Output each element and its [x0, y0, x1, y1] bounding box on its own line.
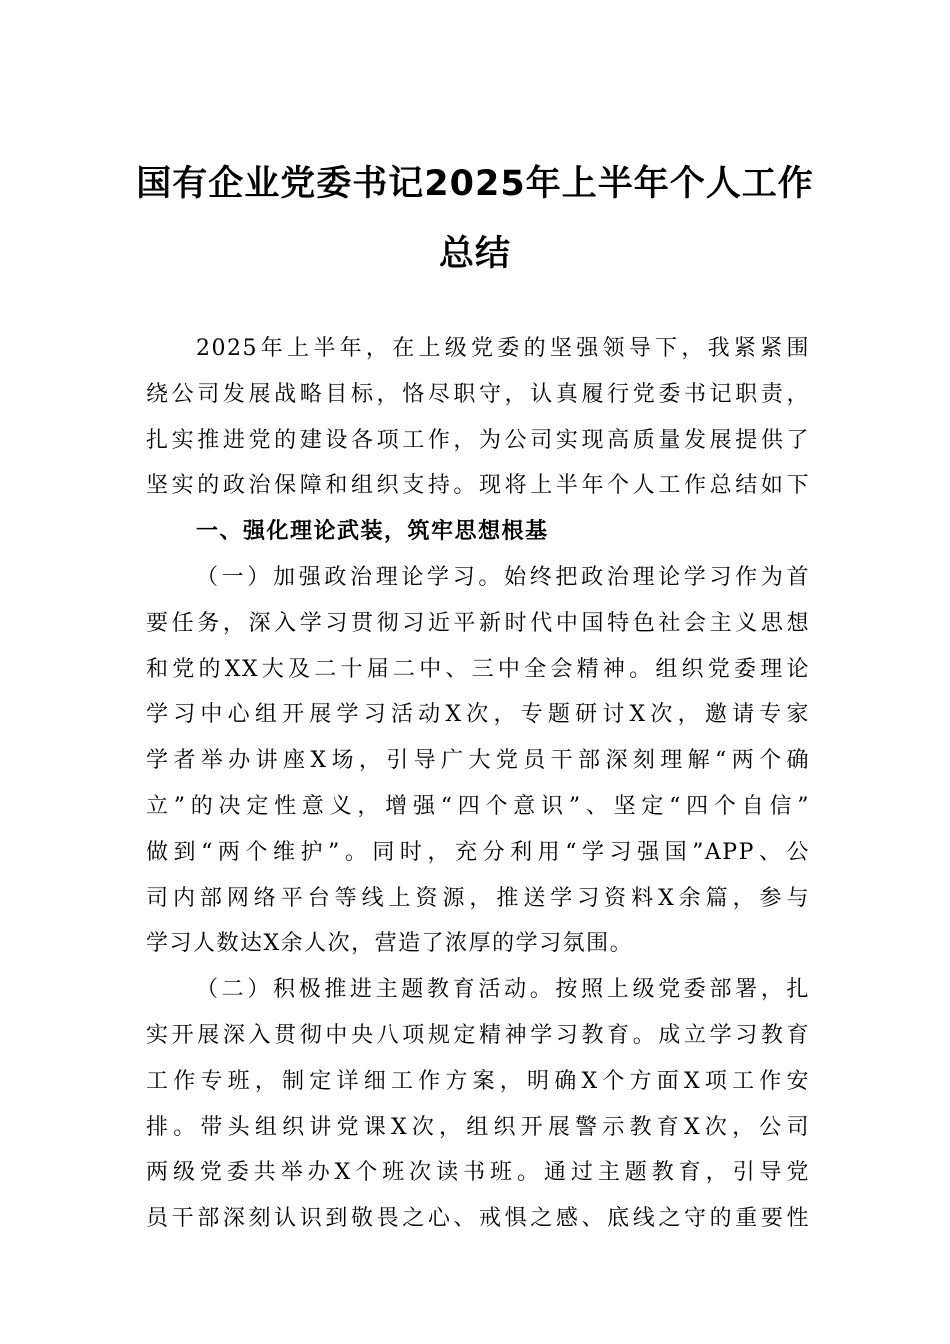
paragraph-line — [146, 1013, 810, 1059]
paragraph-line — [146, 372, 810, 418]
paragraph-line — [146, 738, 810, 784]
document-title-line-1: 国有企业党委书记2025年上半年个人工作 — [136, 164, 814, 204]
paragraph-line-text: （一）加强政治理论学习。始终把政治理论学习作为首 — [196, 564, 810, 590]
paragraph-line-text: 工作专班，制定详细工作方案，明确X个方面X项工作安 — [146, 1068, 810, 1094]
paragraph-line — [146, 692, 810, 738]
paragraph-line — [146, 876, 810, 922]
paragraph-line-text: （二）积极推进主题教育活动。按照上级党委部署，扎 — [196, 977, 810, 1003]
paragraph-line — [146, 463, 810, 509]
paragraph-line — [146, 784, 810, 830]
paragraph-line-text: 员干部深刻认识到敬畏之心、戒惧之感、底线之守的重要性 — [146, 1206, 810, 1232]
section-heading — [146, 509, 810, 555]
paragraph-line-text: 司内部网络平台等线上资源，推送学习资料X余篇，参与 — [146, 885, 810, 911]
paragraph-line-text: 立”的决定性意义，增强“四个意识”、坚定“四个自信” — [146, 793, 810, 819]
document-title-line-2: 总结 — [438, 234, 511, 274]
paragraph-line-text: 扎实推进党的建设各项工作，为公司实现高质量发展提供了 — [146, 427, 810, 453]
paragraph-line-text: 排。带头组织讲党课X次，组织开展警示教育X次，公司 — [146, 1114, 810, 1140]
paragraph-line — [146, 921, 810, 967]
paragraph-line-text: 学习人数达X余人次，营造了浓厚的学习氛围。 — [146, 931, 634, 957]
paragraph-line-text: 实开展深入贯彻中央八项规定精神学习教育。成立学习教育 — [146, 1022, 810, 1048]
paragraph-line-text: 两级党委共举办X个班次读书班。通过主题教育，引导党 — [146, 1160, 810, 1186]
paragraph-line — [146, 418, 810, 464]
document-body — [146, 326, 810, 1242]
paragraph-line-text: 学习中心组开展学习活动X次，专题研讨X次，邀请专家 — [146, 702, 810, 728]
paragraph-line — [146, 1150, 810, 1196]
paragraph-line-text: 绕公司发展战略目标，恪尽职守，认真履行党委书记职责， — [146, 381, 810, 407]
paragraph-line — [146, 1059, 810, 1105]
paragraph-line — [146, 967, 810, 1013]
paragraph-line-text: 坚实的政治保障和组织支持。现将上半年个人工作总结如下 — [146, 473, 810, 499]
paragraph-line — [146, 326, 810, 372]
paragraph-line — [146, 1196, 810, 1242]
paragraph-line — [146, 647, 810, 693]
section-heading-text: 一、强化理论武装，筑牢思想根基 — [196, 519, 549, 545]
paragraph-line-text: 要任务，深入学习贯彻习近平新时代中国特色社会主义思想 — [146, 610, 810, 636]
paragraph-line — [146, 830, 810, 876]
paragraph-line-text: 做到“两个维护”。同时，充分利用“学习强国”APP、公 — [146, 839, 810, 865]
paragraph-line-text: 2025年上半年，在上级党委的坚强领导下，我紧紧围 — [196, 336, 810, 361]
paragraph-line — [146, 1105, 810, 1151]
paragraph-line-text: 学者举办讲座X场，引导广大党员干部深刻理解“两个确 — [146, 748, 810, 774]
paragraph-line-text: 和党的XX大及二十届二中、三中全会精神。组织党委理论 — [146, 656, 810, 682]
paragraph-line — [146, 601, 810, 647]
paragraph-line — [146, 555, 810, 601]
